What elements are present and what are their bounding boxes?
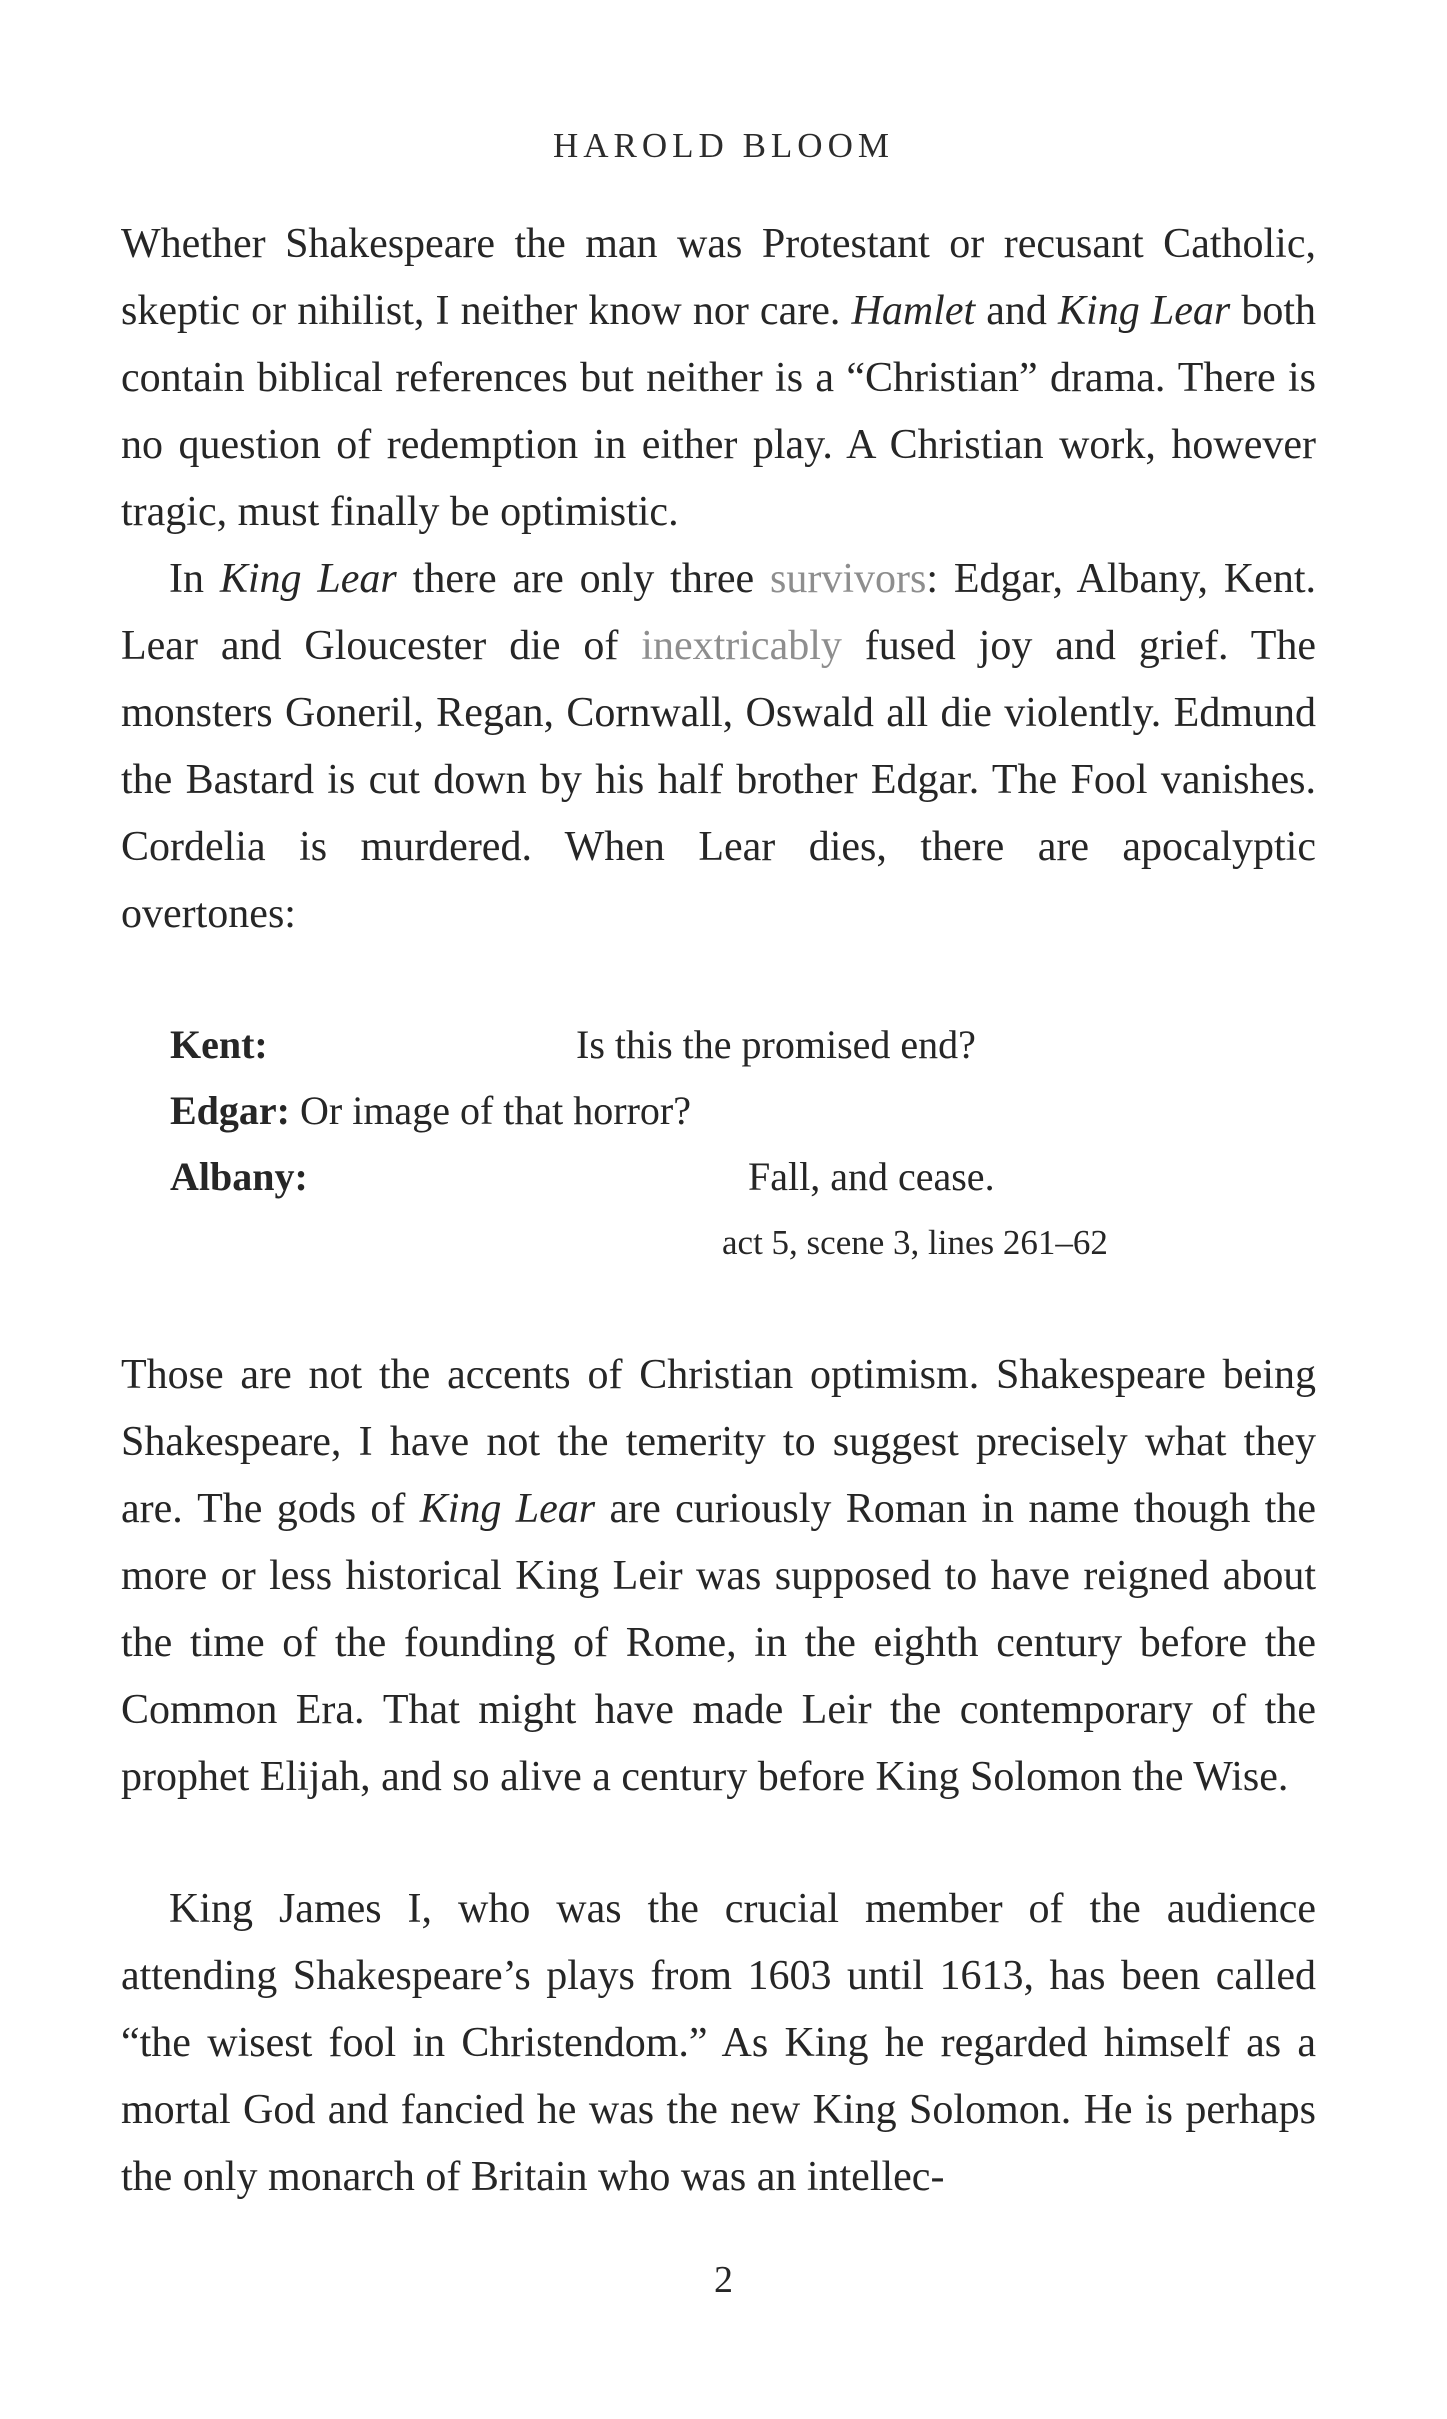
faded-word: inextricably	[641, 623, 842, 669]
text-run: are curiously Roman in name though the more or less historical King Leir was supposed to have reigned about the time of the founding of Rome, in the eighth century before the Common Era. That might have made Leir the contemporary of the prophet Elijah, and so alive a century before King Solomon the Wise.	[121, 1486, 1316, 1800]
paragraph-3	[121, 1342, 1316, 1811]
verse-quotation	[170, 1012, 1170, 1262]
quote-text: Fall, and cease.	[748, 1154, 995, 1199]
title-king-lear: King Lear	[219, 556, 397, 602]
text-run: there are only three	[396, 556, 770, 602]
text-run: : Edgar, Albany, Kent. Lear and Gloucester die of	[121, 556, 1316, 669]
text-run: Those are not the accents of Christian optimism. Shakespeare being Shakespeare, I have not the temerity to suggest precisely what they are. The gods of	[121, 1352, 1316, 1532]
quote-text: Is this the promised end?	[576, 1022, 976, 1067]
title-hamlet: Hamlet	[851, 288, 976, 334]
faded-word: survivors	[770, 556, 927, 602]
text-run: In	[169, 556, 220, 602]
text-run: fused joy and grief. The monsters Goneril, Regan, Cornwall, Oswald all die violently. Edmund the Bastard is cut down by his half brother Edgar. The Fool vanishes. Cordelia is murdered. When Lear dies, there are apocalyptic overtones:	[121, 623, 1316, 937]
speaker-edgar: Edgar:	[170, 1088, 290, 1133]
speaker-albany: Albany:	[170, 1154, 308, 1199]
text-run: both contain biblical references but neither is a “Christian” drama. There is no question of redemption in either play. A Christian work, however tragic, must finally be optimistic.	[121, 288, 1316, 535]
quote-citation: act 5, scene 3, lines 261–62	[722, 1223, 1108, 1262]
title-king-lear: King Lear	[1058, 288, 1231, 334]
text-run: King James I, who was the crucial member of the audience attending Shakespeare’s plays from 1603 until 1613, has been called “the wisest fool in Christendom.” As King he regarded himself as a mortal God and fancied he was the new King Solomon. He is perhaps the only monarch of Britain who was an intellec-	[121, 1886, 1316, 2200]
page-number: 2	[714, 2259, 733, 2301]
paragraph-4	[121, 1876, 1316, 2211]
paragraph-1	[121, 211, 1316, 546]
quote-line-3	[170, 1144, 1170, 1210]
speaker-kent: Kent:	[170, 1022, 268, 1067]
paragraph-2	[121, 546, 1316, 948]
text-run: Whether Shakespeare the man was Protestant or recusant Catholic, skeptic or nihilist, I neither know nor care.	[121, 221, 1316, 334]
running-head: HAROLD BLOOM	[553, 126, 894, 165]
quote-line-1	[170, 1012, 1170, 1078]
quote-text: Or image of that horror?	[290, 1088, 691, 1133]
title-king-lear: King Lear	[419, 1486, 596, 1532]
text-run: and	[975, 288, 1059, 334]
quote-line-2	[170, 1078, 1170, 1144]
